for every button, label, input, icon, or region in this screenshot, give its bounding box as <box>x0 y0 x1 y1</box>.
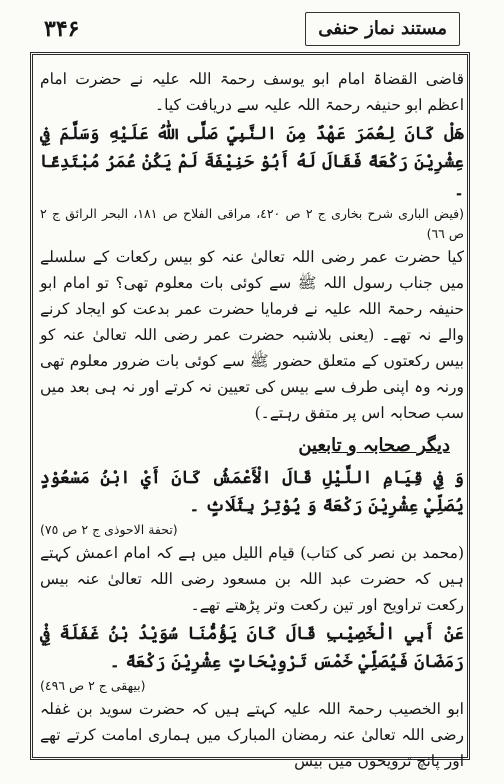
reference-1: (فيض البارى شرح بخارى ج ٢ ص ٤٢٠، مراقى الفلاح ص ١٨١، البحر الرائق ج ٢ ص ٦٦) <box>40 206 464 241</box>
page-number: ۳۴۶ <box>44 16 80 42</box>
section-heading: دیگر صحابہ و تابعین <box>298 435 450 456</box>
paragraph-explanation: کیا حضرت عمر رضی اللہ تعالیٰ عنہ کو بیس رکعات کے سلسلے میں جناب رسول اللہ ﷺ سے کوئی بات معلوم تھی؟ تو امام ابو حنیفہ رحمۃ اللہ علیہ نے فرمایا حضرت عمر بدعت کو ایجاد کرنے والے نہ تھے۔ (یعنی بلاشبہ حضرت عمر رضی اللہ تعالیٰ عنہ کو بیس رکعتوں کے متعلق حضور ﷺ سے کوئی بات ضرور معلوم تھی ورنہ وہ اپنی طرف سے بیس کی تعیین نہ کرتے اور نہ ہی بعد میں سب صحابہ اس پر متفق رہتے۔) <box>40 248 464 422</box>
arabic-quote-1: هَلْ كَانَ لِعُمَرَ عَهْدٌ مِنَ النَّبِيِّ صَلَّى اللّٰهُ عَلَيْهِ وَسَلَّمَ فِي عِشْرِيْنَ رَكْعَةً فَقَالَ لَهُ أَبُوْ حَنِيْفَةَ لَمْ يَكُنْ عُمَرُ مُبْتَدِعًا ۔ <box>40 124 464 200</box>
paragraph-question: قاضی القضاۃ امام ابو یوسف رحمۃ اللہ علیہ نے حضرت امام اعظم ابو حنیفہ رحمۃ اللہ علیہ سے دریافت کیا۔ <box>40 70 464 114</box>
paragraph-translation-3: ابو الخصیب رحمۃ اللہ علیہ کہتے ہیں کہ حضرت سوید بن غفلہ رضی اللہ تعالیٰ عنہ رمضان المبارک میں ہماری امامت کرتے تھے اور پانچ ترویحوں میں بیس <box>40 700 464 770</box>
arabic-quote-3: عَنْ أَبِي الْخَصِيْبِ قَالَ كَانَ يَؤُمُّنَا سُوَيْدُ بْنُ غَفَلَةَ فِيْ رَمَضَانَ فَيُصَلِّيْ خَمْسَ تَرْوِيْحَاتٍ عِشْرِيْنَ رَكْعَةً ۔ <box>40 624 464 672</box>
page-content <box>40 66 464 770</box>
reference-3: (بيهقى ج ٢ ص ٤٩٦) <box>40 678 146 693</box>
reference-2: (تحفة الاحوذى ج ٢ ص ٧٥) <box>40 522 178 537</box>
paragraph-translation-2: (محمد بن نصر کی کتاب) قیام اللیل میں ہے کہ امام اعمش کہتے ہیں کہ حضرت عبد اللہ بن مسعود رضی اللہ تعالیٰ عنہ بیس رکعت تراویح اور تین رکعت وتر پڑھتے تھے۔ <box>40 544 464 614</box>
running-title: مستند نماز حنفی <box>305 12 460 46</box>
arabic-quote-2: وَ فِي قِيَامِ اللَّيْلِ قَالَ الْأَعْمَشُ كَانَ أَيْ ابْنُ مَسْعُوْدٍ يُصَلِّيْ عِشْرِيْنَ رَكْعَةً وَ يُوْتِرُ بِثَلَاثٍ ۔ <box>40 468 464 516</box>
